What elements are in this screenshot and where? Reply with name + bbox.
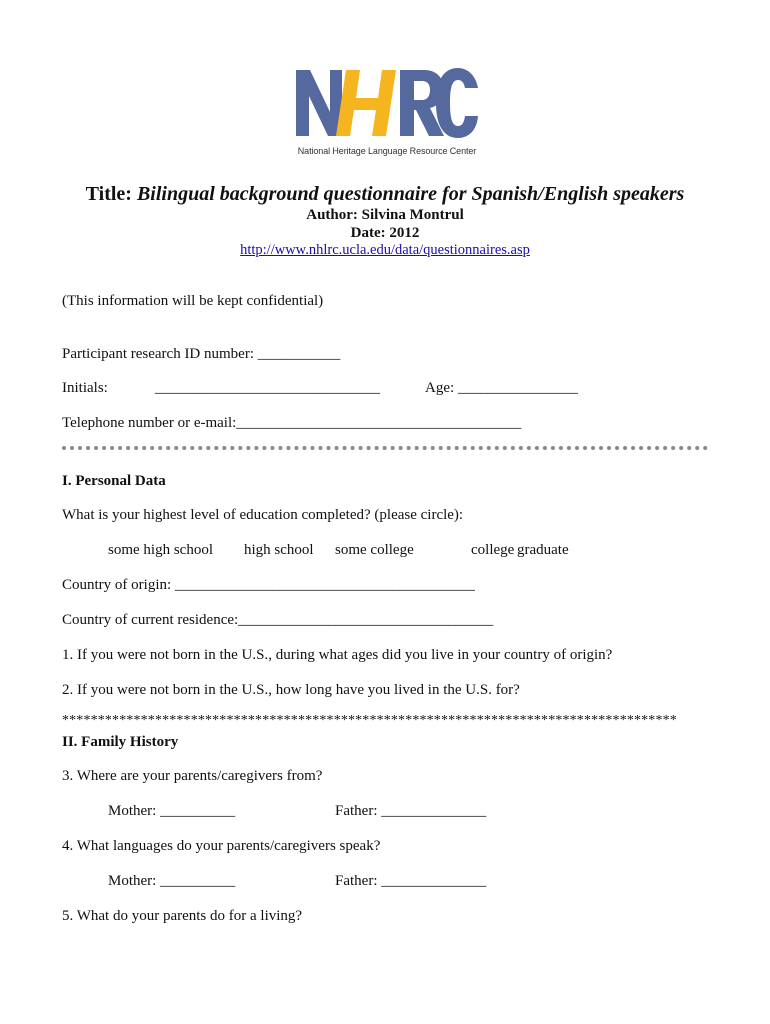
logo-letter-n xyxy=(296,70,342,136)
education-question: What is your highest level of education completed? (please circle): xyxy=(62,507,464,523)
option-graduate[interactable]: graduate xyxy=(517,542,569,558)
initials-field[interactable]: ______________________________ xyxy=(155,380,380,396)
question-2: 2. If you were not born in the U.S., how long have you lived in the U.S. for? xyxy=(62,682,520,698)
logo-letter-c xyxy=(436,68,478,138)
document-title xyxy=(0,183,770,206)
dotted-divider xyxy=(62,446,708,450)
country-origin-field[interactable]: Country of origin: ________________________________________ xyxy=(62,577,475,593)
q4-mother-field[interactable]: Mother: __________ xyxy=(108,873,236,889)
participant-id-field[interactable]: Participant research ID number: ___________ xyxy=(62,346,341,362)
question-5: 5. What do your parents do for a living? xyxy=(62,908,303,924)
confidential-note: (This information will be kept confidential) xyxy=(62,293,324,309)
option-some-college[interactable]: some college xyxy=(335,542,414,558)
star-divider: ************************************************************************************** xyxy=(62,713,677,728)
contact-field[interactable]: Telephone number or e-mail:______________________________________ xyxy=(62,415,522,431)
logo-subtitle: National Heritage Language Resource Center xyxy=(297,146,477,156)
url-line xyxy=(0,241,770,259)
section-heading-family-history: II. Family History xyxy=(62,734,179,750)
question-3: 3. Where are your parents/caregivers from? xyxy=(62,768,323,784)
age-field[interactable]: Age: ________________ xyxy=(425,380,578,396)
initials-label: Initials: xyxy=(62,380,108,396)
date-line: Date: 2012 xyxy=(350,225,420,241)
option-some-high-school[interactable]: some high school xyxy=(108,542,213,558)
q3-mother-field[interactable]: Mother: __________ xyxy=(108,803,236,819)
title-label: Title: xyxy=(85,183,132,205)
question-4: 4. What languages do your parents/caregivers speak? xyxy=(62,838,381,854)
question-1: 1. If you were not born in the U.S., during what ages did you live in your country of origin? xyxy=(62,647,613,663)
nhrc-logo xyxy=(294,60,480,164)
logo-letter-h xyxy=(336,70,396,136)
country-residence-field[interactable]: Country of current residence:__________________________________ xyxy=(62,612,494,628)
q3-father-field[interactable]: Father: ______________ xyxy=(335,803,487,819)
author-line: Author: Silvina Montrul xyxy=(306,207,464,223)
nhrc-logo-mark xyxy=(294,60,480,144)
option-high-school[interactable]: high school xyxy=(244,542,314,558)
q4-father-field[interactable]: Father: ______________ xyxy=(335,873,487,889)
option-college[interactable]: college xyxy=(471,542,515,558)
title-text: Bilingual background questionnaire for Spanish/English speakers xyxy=(136,183,685,205)
questionnaire-link[interactable]: http://www.nhlrc.ucla.edu/data/questionnaires.asp xyxy=(240,242,530,258)
section-heading-personal-data: I. Personal Data xyxy=(62,473,166,489)
